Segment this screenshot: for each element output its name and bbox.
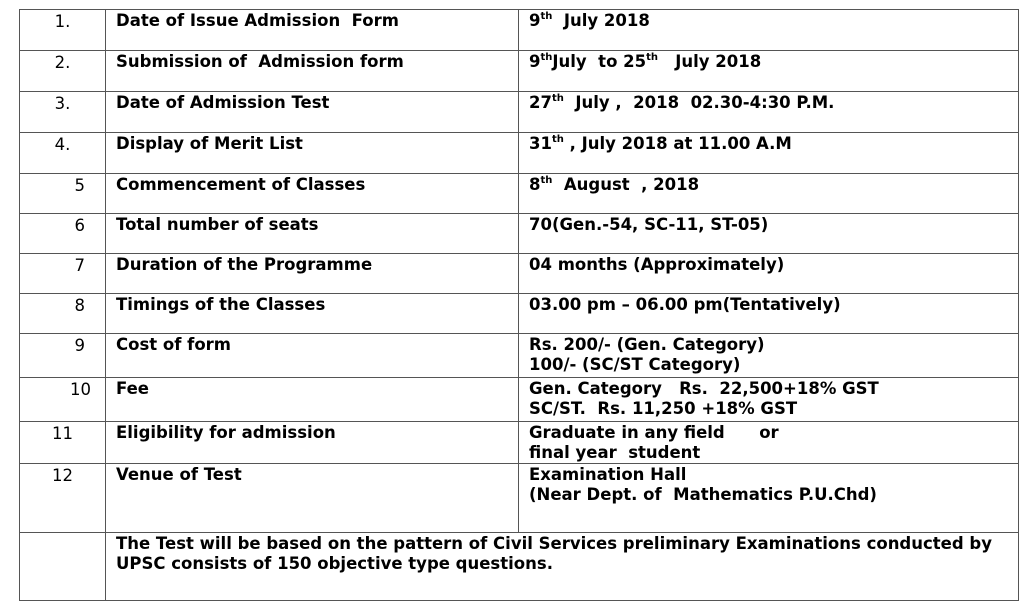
table-row <box>20 334 1019 378</box>
row-value <box>519 334 1019 378</box>
row-value: 27th July , 2018 02.30-4:30 P.M. <box>519 92 1019 133</box>
row-number: 9 <box>20 334 106 378</box>
row-value: 31th , July 2018 at 11.00 A.M <box>519 133 1019 174</box>
value-line: Graduate in any field or <box>529 423 779 442</box>
row-number: 6 <box>20 214 106 254</box>
row-label: Duration of the Programme <box>106 254 519 294</box>
row-number: 11 <box>20 422 106 464</box>
table-row <box>20 214 1019 254</box>
empty-cell <box>20 533 106 601</box>
row-label: Commencement of Classes <box>106 174 519 214</box>
row-number: 4. <box>20 133 106 174</box>
admission-schedule-table <box>19 9 1019 601</box>
value-line: SC/ST. Rs. 11,250 +18% GST <box>529 399 798 418</box>
row-label: Display of Merit List <box>106 133 519 174</box>
table-row <box>20 174 1019 214</box>
row-number: 1. <box>20 10 106 51</box>
table-row <box>20 51 1019 92</box>
test-pattern-note: The Test will be based on the pattern of Civil Services preliminary Examinations conducted by UPSC consists of 150 objective type questions. <box>106 533 1019 601</box>
row-number: 7 <box>20 254 106 294</box>
table-row <box>20 92 1019 133</box>
row-label: Fee <box>106 378 519 422</box>
value-line: Examination Hall <box>529 465 687 484</box>
row-value: 70(Gen.-54, SC-11, ST-05) <box>519 214 1019 254</box>
value-line: final year student <box>529 443 701 462</box>
row-label: Date of Issue Admission Form <box>106 10 519 51</box>
row-value: 04 months (Approximately) <box>519 254 1019 294</box>
row-number: 2. <box>20 51 106 92</box>
row-label: Date of Admission Test <box>106 92 519 133</box>
row-number: 5 <box>20 174 106 214</box>
row-label: Venue of Test <box>106 464 519 533</box>
row-number: 10 <box>20 378 106 422</box>
row-value: 9th July 2018 <box>519 10 1019 51</box>
row-label: Timings of the Classes <box>106 294 519 334</box>
row-value <box>519 378 1019 422</box>
row-value: 03.00 pm – 06.00 pm(Tentatively) <box>519 294 1019 334</box>
row-value: 9thJuly to 25th July 2018 <box>519 51 1019 92</box>
row-label: Total number of seats <box>106 214 519 254</box>
row-number: 3. <box>20 92 106 133</box>
value-line: Rs. 200/- (Gen. Category) <box>529 335 765 354</box>
table-row <box>20 294 1019 334</box>
row-label: Submission of Admission form <box>106 51 519 92</box>
value-line: Gen. Category Rs. 22,500+18% GST <box>529 379 879 398</box>
row-label: Cost of form <box>106 334 519 378</box>
row-number: 8 <box>20 294 106 334</box>
table-row <box>20 464 1019 533</box>
table-row <box>20 254 1019 294</box>
row-value: 8th August , 2018 <box>519 174 1019 214</box>
table-row-note <box>20 533 1019 601</box>
value-line: 100/- (SC/ST Category) <box>529 355 741 374</box>
row-value <box>519 464 1019 533</box>
table-row <box>20 378 1019 422</box>
row-value <box>519 422 1019 464</box>
table-row <box>20 10 1019 51</box>
row-number: 12 <box>20 464 106 533</box>
table-row <box>20 422 1019 464</box>
value-line: (Near Dept. of Mathematics P.U.Chd) <box>529 485 877 504</box>
row-label: Eligibility for admission <box>106 422 519 464</box>
table-row <box>20 133 1019 174</box>
